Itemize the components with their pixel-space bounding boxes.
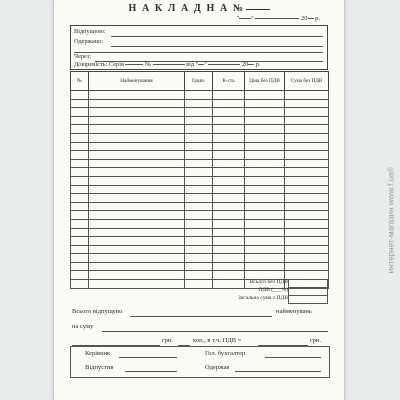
table-cell bbox=[185, 116, 213, 125]
table-cell bbox=[245, 142, 285, 151]
table-cell bbox=[89, 176, 185, 185]
table-cell bbox=[89, 91, 185, 100]
table-cell bbox=[71, 168, 89, 177]
day-blank bbox=[239, 18, 251, 19]
table-cell bbox=[245, 254, 285, 263]
table-cell bbox=[245, 159, 285, 168]
table-cell bbox=[285, 108, 329, 117]
table-cell bbox=[213, 142, 245, 151]
table-cell bbox=[185, 245, 213, 254]
table-cell bbox=[245, 108, 285, 117]
table-row bbox=[71, 202, 329, 211]
items-body bbox=[71, 91, 329, 289]
table-cell bbox=[245, 262, 285, 271]
poa-year-suffix: р. bbox=[255, 61, 261, 68]
watermark bbox=[385, 50, 397, 390]
table-cell bbox=[71, 237, 89, 246]
poa-label: Довіреність: Серія bbox=[74, 61, 124, 68]
poa-year: 20 bbox=[242, 61, 249, 68]
amount-label: на суму bbox=[72, 323, 94, 330]
received-by-line bbox=[235, 371, 321, 372]
col-quantity: К-сть bbox=[213, 72, 245, 91]
table-cell bbox=[213, 211, 245, 220]
table-cell bbox=[89, 142, 185, 151]
table-cell bbox=[213, 99, 245, 108]
table-cell bbox=[245, 194, 285, 203]
table-cell bbox=[71, 125, 89, 134]
col-price: Ціна без ПДВ bbox=[245, 72, 285, 91]
received-line bbox=[111, 46, 323, 47]
table-row bbox=[71, 176, 329, 185]
total-issued-line bbox=[130, 316, 272, 317]
table-row bbox=[71, 168, 329, 177]
table-cell bbox=[285, 142, 329, 151]
table-cell bbox=[285, 219, 329, 228]
table-cell bbox=[213, 125, 245, 134]
table-cell bbox=[285, 202, 329, 211]
table-row bbox=[71, 262, 329, 271]
table-cell bbox=[71, 245, 89, 254]
table-cell bbox=[71, 133, 89, 142]
table-cell bbox=[89, 125, 185, 134]
table-cell bbox=[213, 262, 245, 271]
table-cell bbox=[285, 176, 329, 185]
table-cell bbox=[213, 228, 245, 237]
table-cell bbox=[89, 202, 185, 211]
table-cell bbox=[213, 176, 245, 185]
table-cell bbox=[89, 99, 185, 108]
table-cell bbox=[185, 159, 213, 168]
uah-label: грн. bbox=[162, 337, 174, 344]
table-cell bbox=[285, 91, 329, 100]
poa-row: Довіреність: Серія № від " " 20 р. bbox=[74, 61, 261, 68]
table-cell bbox=[245, 245, 285, 254]
total-with-vat-label: Загальна сума з ПДВ bbox=[237, 295, 288, 301]
title-text: Н А К Л А Д Н А № bbox=[128, 3, 245, 14]
table-cell bbox=[89, 133, 185, 142]
items-count-label: найменувань bbox=[276, 308, 312, 315]
table-cell bbox=[213, 133, 245, 142]
table-cell bbox=[213, 202, 245, 211]
table-cell bbox=[213, 159, 245, 168]
table-cell bbox=[185, 211, 213, 220]
number-blank bbox=[246, 9, 270, 10]
table-cell bbox=[89, 237, 185, 246]
table-cell bbox=[285, 125, 329, 134]
table-cell bbox=[71, 228, 89, 237]
sent-line bbox=[111, 36, 323, 37]
table-cell bbox=[185, 168, 213, 177]
table-cell bbox=[185, 202, 213, 211]
table-row bbox=[71, 194, 329, 203]
year-blank bbox=[308, 18, 314, 19]
table-cell bbox=[213, 91, 245, 100]
received-by-label: Одержав bbox=[205, 364, 230, 371]
table-cell bbox=[71, 159, 89, 168]
table-cell bbox=[71, 91, 89, 100]
table-row bbox=[71, 108, 329, 117]
total-with-vat-cell bbox=[288, 295, 328, 304]
table-row bbox=[71, 219, 329, 228]
table-cell bbox=[89, 254, 185, 263]
table-cell bbox=[213, 108, 245, 117]
table-cell bbox=[213, 237, 245, 246]
table-cell bbox=[89, 228, 185, 237]
table-row bbox=[71, 125, 329, 134]
month-blank bbox=[255, 18, 299, 19]
date-year: 20 bbox=[301, 15, 308, 22]
table-cell bbox=[245, 176, 285, 185]
table-cell bbox=[285, 159, 329, 168]
poa-from-label: від bbox=[186, 61, 195, 68]
chief-accountant-line bbox=[265, 357, 321, 358]
table-cell bbox=[185, 91, 213, 100]
table-row bbox=[71, 185, 329, 194]
table-cell bbox=[89, 116, 185, 125]
table-cell bbox=[71, 142, 89, 151]
table-cell bbox=[245, 125, 285, 134]
table-cell bbox=[213, 194, 245, 203]
table-row bbox=[71, 245, 329, 254]
date-quote-close: " bbox=[251, 15, 254, 22]
table-cell bbox=[71, 185, 89, 194]
table-cell bbox=[185, 194, 213, 203]
table-cell bbox=[185, 99, 213, 108]
items-table bbox=[70, 71, 329, 289]
table-cell bbox=[71, 211, 89, 220]
table-row bbox=[71, 254, 329, 263]
table-cell bbox=[285, 194, 329, 203]
table-cell bbox=[89, 108, 185, 117]
document-title bbox=[54, 3, 344, 14]
header-fields bbox=[70, 25, 328, 70]
table-cell bbox=[185, 228, 213, 237]
table-cell bbox=[213, 219, 245, 228]
table-cell bbox=[71, 116, 89, 125]
col-number: № bbox=[71, 72, 89, 91]
total-issued-label: Всього відпущено bbox=[72, 308, 123, 315]
uah-end-label: грн. bbox=[310, 337, 322, 344]
table-cell bbox=[285, 262, 329, 271]
table-row bbox=[71, 116, 329, 125]
table-cell bbox=[285, 151, 329, 160]
released-label: Відпустив bbox=[85, 364, 114, 371]
table-cell bbox=[185, 125, 213, 134]
table-cell bbox=[245, 133, 285, 142]
via-label: Через: bbox=[74, 53, 92, 60]
table-cell bbox=[71, 176, 89, 185]
table-cell bbox=[213, 245, 245, 254]
table-cell bbox=[213, 168, 245, 177]
signatures-box bbox=[70, 346, 330, 378]
table-cell bbox=[89, 211, 185, 220]
table-cell bbox=[185, 133, 213, 142]
table-row bbox=[71, 237, 329, 246]
sent-label: Відпущено: bbox=[74, 28, 106, 35]
table-cell bbox=[285, 168, 329, 177]
table-row bbox=[71, 151, 329, 160]
table-row bbox=[71, 133, 329, 142]
table-cell bbox=[89, 194, 185, 203]
table-cell bbox=[245, 219, 285, 228]
table-cell bbox=[213, 254, 245, 263]
table-cell bbox=[185, 142, 213, 151]
table-row bbox=[71, 99, 329, 108]
table-cell bbox=[71, 151, 89, 160]
date-line bbox=[236, 15, 320, 22]
table-cell bbox=[185, 185, 213, 194]
table-cell bbox=[285, 237, 329, 246]
table-cell bbox=[213, 185, 245, 194]
table-cell bbox=[185, 262, 213, 271]
table-cell bbox=[89, 168, 185, 177]
extra-line bbox=[74, 52, 323, 53]
kop-vat-label: коп., в т.ч. ПДВ = bbox=[193, 337, 242, 344]
table-cell bbox=[285, 228, 329, 237]
table-cell bbox=[71, 108, 89, 117]
table-cell bbox=[89, 219, 185, 228]
table-cell bbox=[285, 133, 329, 142]
poa-number-label: № bbox=[145, 61, 152, 68]
date-year-suffix: р. bbox=[315, 15, 320, 22]
table-cell bbox=[71, 202, 89, 211]
table-cell bbox=[185, 219, 213, 228]
manager-line bbox=[119, 357, 177, 358]
invoice-form bbox=[53, 0, 345, 400]
table-cell bbox=[185, 151, 213, 160]
table-cell bbox=[89, 245, 185, 254]
table-row bbox=[71, 159, 329, 168]
received-label: Одержано: bbox=[74, 38, 104, 45]
table-cell bbox=[285, 99, 329, 108]
total-no-vat-label: Всього без ПДВ bbox=[249, 279, 288, 285]
table-cell bbox=[185, 237, 213, 246]
manager-label: Керівник bbox=[85, 350, 111, 357]
table-cell bbox=[71, 194, 89, 203]
table-cell bbox=[245, 211, 285, 220]
col-unit: Один. bbox=[185, 72, 213, 91]
date-quote-open: " bbox=[236, 15, 240, 22]
table-cell bbox=[185, 108, 213, 117]
table-cell bbox=[71, 99, 89, 108]
table-cell bbox=[71, 219, 89, 228]
table-cell bbox=[245, 168, 285, 177]
table-cell bbox=[245, 237, 285, 246]
table-cell bbox=[213, 151, 245, 160]
table-cell bbox=[89, 151, 185, 160]
table-cell bbox=[245, 228, 285, 237]
table-row bbox=[71, 142, 329, 151]
vat-label: ПДВ (___%) bbox=[258, 287, 288, 293]
table-cell bbox=[89, 159, 185, 168]
amount-line bbox=[102, 331, 328, 332]
col-sum: Сума без ПДВ bbox=[285, 72, 329, 91]
table-cell bbox=[213, 116, 245, 125]
table-cell bbox=[89, 185, 185, 194]
table-cell bbox=[245, 202, 285, 211]
released-line bbox=[125, 371, 177, 372]
table-cell bbox=[185, 176, 213, 185]
chief-accountant-label: Гол. бухгалтер bbox=[205, 350, 246, 357]
table-row bbox=[71, 228, 329, 237]
table-cell bbox=[285, 254, 329, 263]
table-cell bbox=[89, 262, 185, 271]
table-cell bbox=[71, 254, 89, 263]
table-cell bbox=[245, 116, 285, 125]
table-cell bbox=[285, 211, 329, 220]
table-cell bbox=[245, 185, 285, 194]
table-cell bbox=[245, 99, 285, 108]
table-cell bbox=[185, 254, 213, 263]
col-name: Найменування bbox=[89, 72, 185, 91]
table-cell bbox=[245, 151, 285, 160]
table-row bbox=[71, 91, 329, 100]
table-cell bbox=[71, 262, 89, 271]
table-cell bbox=[285, 245, 329, 254]
watermark-text: интернет-магазин www.f.ua® bbox=[386, 166, 396, 274]
table-cell bbox=[245, 91, 285, 100]
table-cell bbox=[285, 116, 329, 125]
table-cell bbox=[285, 185, 329, 194]
table-row bbox=[71, 211, 329, 220]
